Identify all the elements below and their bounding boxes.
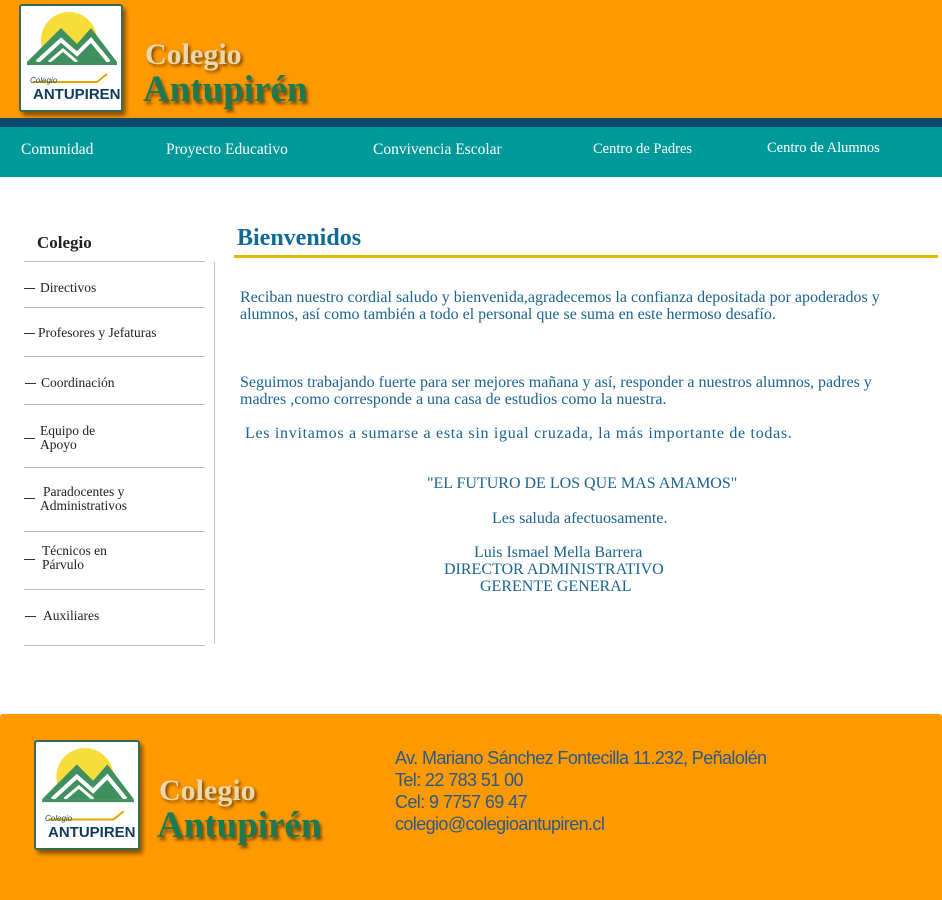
sidebar-item-tecnicos[interactable] bbox=[42, 544, 107, 572]
logo-small-text: Colegio bbox=[30, 76, 58, 85]
sidebar-item-label: Profesores y Jefaturas bbox=[38, 325, 157, 340]
welcome-paragraph: Reciban nuestro cordial saludo y bienvenida,agradecemos la confianza depositada por apoderados y alumnos, así como también a todo el personal que se suma en este hermoso desafío. bbox=[240, 289, 880, 323]
logo-small-text: Colegio bbox=[45, 814, 73, 823]
sidebar-divider bbox=[24, 645, 205, 646]
page-title: Bienvenidos bbox=[237, 225, 362, 251]
sidebar-divider bbox=[24, 589, 205, 590]
sidebar-item-equipo-apoyo[interactable] bbox=[40, 424, 95, 452]
sidebar-item-profesores[interactable] bbox=[38, 326, 156, 340]
sidebar-item-label: Auxiliares bbox=[43, 608, 100, 623]
brand-name-line2: Antupirén bbox=[143, 69, 308, 110]
greeting: Les saluda afectuosamente. bbox=[492, 510, 668, 527]
logo-big-text: ANTUPIREN bbox=[33, 86, 121, 103]
site-header bbox=[0, 0, 942, 118]
sidebar-item-label-line2: Párvulo bbox=[42, 557, 84, 572]
sidebar-title: Colegio bbox=[37, 233, 92, 252]
signature-title-gerente: GERENTE GENERAL bbox=[480, 578, 632, 595]
dash-bullet bbox=[25, 616, 36, 617]
sidebar-vertical-divider bbox=[214, 262, 215, 644]
nav-convivencia-escolar[interactable]: Convivencia Escolar bbox=[373, 141, 502, 158]
dash-bullet bbox=[24, 559, 35, 560]
sidebar-item-label: Equipo de bbox=[40, 423, 96, 438]
footer-mobile: Cel: 9 7757 69 47 bbox=[395, 792, 527, 812]
signature-name: Luis Ismael Mella Barrera bbox=[474, 544, 643, 561]
sidebar-item-label: Paradocentes y bbox=[43, 484, 125, 499]
sidebar-item-directivos[interactable] bbox=[40, 281, 96, 295]
sidebar-divider bbox=[24, 261, 205, 262]
sidebar-divider bbox=[24, 404, 205, 405]
sidebar-item-label: Coordinación bbox=[41, 375, 115, 390]
sidebar-item-auxiliares[interactable] bbox=[43, 609, 99, 623]
dash-bullet bbox=[24, 438, 35, 439]
logo-big-text: ANTUPIREN bbox=[48, 824, 136, 841]
footer-logo[interactable] bbox=[34, 740, 140, 850]
motto: "EL FUTURO DE LOS QUE MAS AMAMOS" bbox=[427, 475, 738, 492]
sidebar-item-label-line2: Apoyo bbox=[40, 437, 77, 452]
site-footer bbox=[0, 714, 942, 900]
footer-brand-line2: Antupirén bbox=[157, 805, 322, 846]
footer-address: Av. Mariano Sánchez Fontecilla 11.232, Peñalolén bbox=[395, 748, 767, 768]
brand-name-line1: Colegio bbox=[145, 38, 242, 71]
sidebar-divider bbox=[24, 356, 205, 357]
sidebar-item-label-line2: Administrativos bbox=[40, 498, 127, 513]
sidebar-item-label: Técnicos en bbox=[42, 543, 107, 558]
nav-comunidad[interactable]: Comunidad bbox=[21, 141, 94, 158]
dash-bullet bbox=[24, 333, 35, 334]
header-divider-band bbox=[0, 118, 942, 127]
dash-bullet bbox=[25, 383, 36, 384]
sidebar-item-coordinacion[interactable] bbox=[41, 376, 115, 390]
sidebar-item-label: Directivos bbox=[40, 280, 97, 295]
main-nav bbox=[0, 127, 942, 177]
dash-bullet bbox=[24, 288, 35, 289]
sidebar-divider bbox=[24, 307, 205, 308]
footer-telephone: Tel: 22 783 51 00 bbox=[395, 770, 523, 790]
nav-centro-de-padres[interactable]: Centro de Padres bbox=[593, 141, 693, 157]
title-underline bbox=[234, 255, 938, 258]
nav-centro-de-alumnos[interactable]: Centro de Alumnos bbox=[767, 140, 880, 156]
footer-brand-line1: Colegio bbox=[159, 774, 256, 807]
sidebar-divider bbox=[24, 531, 205, 532]
signature-title-director: DIRECTOR ADMINISTRATIVO bbox=[444, 561, 664, 578]
footer-email-link[interactable]: colegio@colegioantupiren.cl bbox=[395, 814, 605, 834]
nav-proyecto-educativo[interactable]: Proyecto Educativo bbox=[166, 141, 288, 158]
sidebar-item-paradocentes[interactable] bbox=[40, 485, 127, 513]
school-logo[interactable] bbox=[19, 4, 123, 112]
dash-bullet bbox=[24, 498, 35, 499]
invitation-paragraph: Les invitamos a sumarse a esta sin igual cruzada, la más importante de todas. bbox=[245, 425, 793, 442]
mission-paragraph: Seguimos trabajando fuerte para ser mejores mañana y así, responder a nuestros alumnos, padres y madres ,como corresponde a una casa de estudios como la nuestra. bbox=[240, 374, 872, 408]
sidebar-divider bbox=[24, 467, 205, 468]
